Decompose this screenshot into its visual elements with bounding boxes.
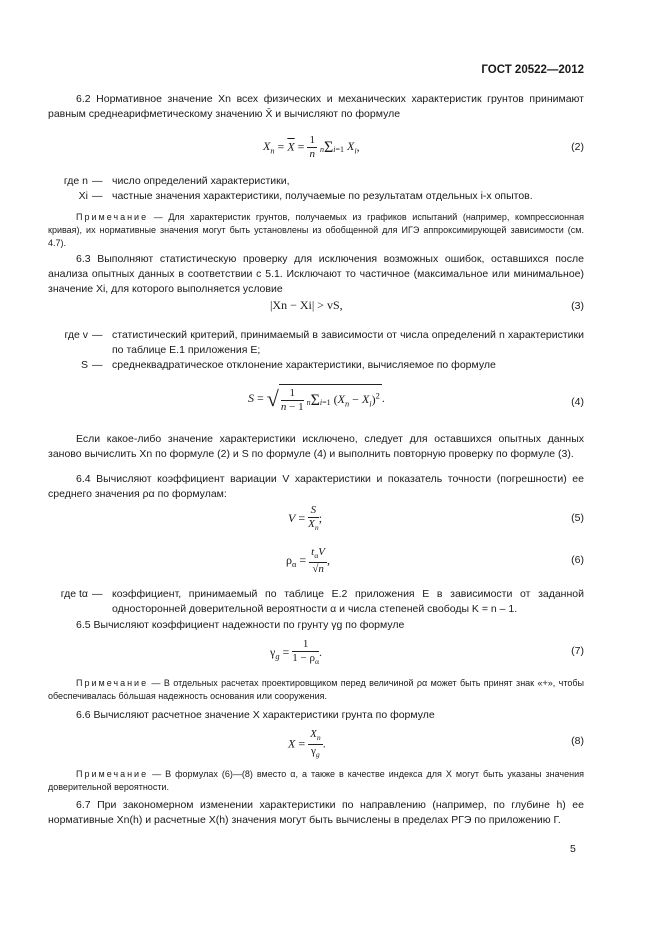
definitions-6-2 — [48, 174, 584, 204]
paragraph-6-6: 6.6 Вычисляют расчетное значение X характеристики грунта по формуле — [76, 709, 435, 721]
paragraph-6-3-cont: Если какое-либо значение характеристики исключено, следует для оставшихся опытных данных заново вычислить Xn по формуле (2) и S по формуле (4) и выполнить повторную проверку по формуле (3). — [48, 433, 584, 460]
formula-3 — [48, 298, 584, 318]
definition-text: статистический критерий, принимаемый в зависимости от числа определений n характеристики по таблице Е.1 приложения Е; — [112, 329, 584, 356]
paragraph-6-4: 6.4 Вычисляют коэффициент вариации V характеристики и показатель точности (погрешности) ее среднего значения ρα по формулам: — [48, 473, 584, 500]
dash: — — [92, 359, 103, 371]
formula-7 — [48, 636, 584, 668]
note-label: Примечание — [76, 769, 149, 779]
definition-term: Xi — [78, 190, 88, 202]
formula-6 — [48, 544, 584, 576]
standard-id: ГОСТ 20522—2012 — [481, 64, 584, 76]
formula-5 — [48, 502, 584, 534]
formula-5-expression: V = $\frac{S}{X_n}$ ; — [288, 504, 323, 533]
definition-row — [48, 587, 584, 617]
equation-number: (2) — [571, 141, 584, 153]
paragraph-6-2: 6.2 Нормативное значение Xn всех физических и механических характеристик грунтов принимают равным среднеарифметическому значению X̄ и вычисляют по формуле — [48, 93, 584, 120]
dash: — — [92, 190, 103, 202]
equation-number: (3) — [571, 300, 584, 312]
formula-2 — [48, 132, 584, 164]
dash: — — [92, 175, 103, 187]
equation-number: (8) — [571, 735, 584, 747]
note-text: — В отдельных расчетах проектировщиком перед величиной ρα может быть принят знак «+», чтобы обеспечивалась бóльшая надежность основания или сооружения. — [48, 678, 584, 701]
formula-4 — [48, 382, 584, 422]
formula-3-expression: |Xn − Xi| > vS, — [270, 298, 343, 312]
note-text: — В формулах (6)—(8) вместо α, а также в качестве индекса для X могут быть указаны значения доверительной вероятности. — [48, 769, 584, 792]
formula-8 — [48, 726, 584, 758]
definition-text: среднеквадратическое отклонение характеристики, вычисляемое по формуле — [112, 359, 496, 371]
definition-text: коэффициент, принимаемый по таблице Е.2 приложения Е в зависимости от заданной односторонней доверительной вероятности α и числа степеней свободы K = n – 1. — [112, 588, 584, 615]
definition-term: где n — [63, 175, 88, 187]
definition-text: число определений характеристики, — [112, 175, 290, 187]
note-text: — Для характеристик грунтов, получаемых из графиков испытаний (например, компрессионная кривая), их нормативные значения могут быть установлены из обобщенной для ИГЭ аппроксимирующей зависимости (см. 4.7). — [48, 212, 584, 248]
dash: — — [92, 329, 103, 341]
formula-2-expression: $X_n = \overline{X}$ = $\frac{1}{n}$ nΣi=1 $X_i$, — [263, 134, 360, 160]
definition-row — [48, 358, 584, 373]
page-number: 5 — [570, 843, 576, 855]
definition-term: S — [80, 359, 88, 371]
definition-row — [48, 328, 584, 358]
formula-7-expression: $\gamma_g$ = $\frac{1}{1 - \rho_\alpha}$ . — [270, 638, 323, 667]
paragraph-6-3: 6.3 Выполняют статистическую проверку для исключения возможных ошибок, оставшихся после анализа опытных данных в соответствии с 5.1. Исключают то частичное (максимальное или минимальное) значение Xi, для которого выполняется условие — [48, 253, 584, 295]
definitions-6-3 — [48, 328, 584, 373]
definition-row — [48, 174, 584, 189]
definition-row — [48, 189, 584, 204]
note-6-5 — [48, 677, 584, 703]
note-6-6 — [48, 768, 584, 794]
paragraph-6-7: 6.7 При закономерном изменении характеристики по направлению (например, по глубине h) ее нормативные Xn(h) и расчетные X(h) значения могут быть вычислены в пределах РГЭ по приложению Г. — [48, 799, 584, 826]
note-6-2 — [48, 211, 584, 250]
note-label: Примечание — [76, 678, 149, 688]
dash: — — [92, 588, 103, 600]
definition-term: где tα — [60, 588, 88, 600]
paragraph-6-5: 6.5 Вычисляют коэффициент надежности по грунту γg по формуле — [76, 619, 405, 631]
equation-number: (7) — [571, 645, 584, 657]
equation-number: (6) — [571, 554, 584, 566]
definition-term: где v — [64, 329, 88, 341]
formula-6-expression: $\rho_\alpha$ = $\frac{t_\alpha V}{√n}$ , — [286, 546, 330, 576]
equation-number: (4) — [571, 396, 584, 408]
note-label: Примечание — [76, 212, 149, 222]
formula-8-expression: X = $\frac{X_n}{\gamma_g}$ . — [288, 728, 326, 760]
definitions-6-4 — [48, 587, 584, 617]
definition-text: частные значения характеристики, получаемые по результатам отдельных i-х опытов. — [112, 190, 533, 202]
formula-4-expression: S = √ $\frac{1}{n - 1}$ nΣi=1 $(X_n - X_i)^2$ . — [248, 386, 385, 413]
equation-number: (5) — [571, 512, 584, 524]
